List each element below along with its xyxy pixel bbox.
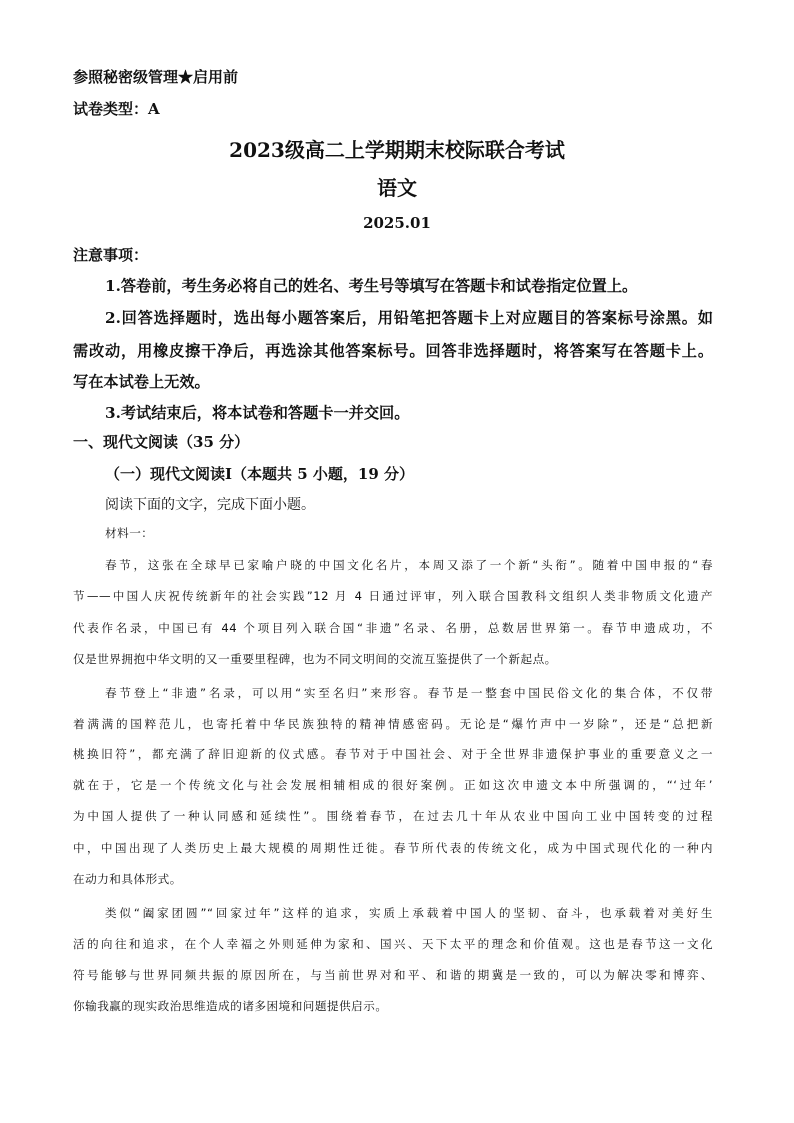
secret-level-label: 参照秘密级管理★启用前 (73, 68, 239, 86)
material-p2-line-6: 中，中国出现了人类历史上最大规模的周期性迁徙。春节所代表的传统文化，成为中国式现代化的一种内 (73, 841, 713, 855)
notice-item-1: 1.答卷前，考生务必将自己的姓名、考生号等填写在答题卡和试卷指定位置上。 (105, 277, 638, 295)
material-p2-line-4: 就在于，它是一个传统文化与社会发展相辅相成的很好案例。正如这次申遗文本中所强调的，“‘过年’ (73, 778, 713, 792)
subject-title: 语文 (377, 176, 417, 200)
material-label: 材料一： (105, 526, 154, 540)
material-p3-line-1: 类似“阖家团圆”“回家过年”这样的追求，实质上承载着中国人的坚韧、奋斗，也承载着对美好生 (105, 906, 713, 920)
exam-title: 2023级高二上学期期末校际联合考试 (229, 138, 565, 162)
notice-item-3: 3.考试结束后，将本试卷和答题卡一并交回。 (105, 404, 410, 422)
material-p1-line-3: 代表作名录，中国已有 44 个项目列入联合国“非遗”名录、名册，总数居世界第一。春节申遗成功，不 (73, 621, 713, 635)
notice-item-2-line-2: 需改动，用橡皮擦干净后，再选涂其他答案标号。回答非选择题时，将答案写在答题卡上。 (73, 342, 713, 360)
section-heading: 一、现代文阅读（35 分） (73, 433, 250, 451)
material-p3-line-4: 你输我赢的现实政治思维造成的诸多困境和问题提供启示。 (73, 999, 388, 1013)
paper-type-label: 试卷类型：A (73, 100, 160, 118)
material-p1-line-2: 节——中国人庆祝传统新年的社会实践”12 月 4 日通过评审，列入联合国教科文组织人类非物质文化遗产 (73, 589, 713, 603)
material-p2-line-2: 着满满的国粹范儿，也寄托着中华民族独特的精神情感密码。无论是“爆竹声中一岁除”，还是“总把新 (73, 717, 713, 731)
material-p1-line-4: 仅是世界拥抱中华文明的又一重要里程碑，也为不同文明间的交流互鉴提供了一个新起点。 (73, 652, 557, 666)
notice-heading: 注意事项： (73, 246, 149, 264)
material-p2-line-5: 为中国人提供了一种认同感和延续性”。围绕着春节，在过去几十年从农业中国向工业中国转变的过程 (73, 809, 713, 823)
material-p1-line-1: 春节，这张在全球早已家喻户晓的中国文化名片，本周又添了一个新“头衔”。随着中国申报的“春 (105, 558, 713, 572)
material-p3-line-2: 活的向往和追求，在个人幸福之外则延伸为家和、国兴、天下太平的理念和价值观。这也是春节这一文化 (73, 937, 713, 951)
notice-item-2-line-3: 写在本试卷上无效。 (73, 373, 210, 391)
material-p2-line-7: 在动力和具体形式。 (73, 872, 182, 886)
material-p2-line-1: 春节登上“非遗”名录，可以用“实至名归”来形容。春节是一整套中国民俗文化的集合体，不仅带 (105, 686, 713, 700)
reading-instruction: 阅读下面的文字，完成下面小题。 (105, 497, 315, 513)
notice-item-2-line-1: 2.回答选择题时，选出每小题答案后，用铅笔把答题卡上对应题目的答案标号涂黑。如 (105, 309, 713, 327)
material-p3-line-3: 符号能够与世界同频共振的原因所在，与当前世界对和平、和谐的期冀是一致的，可以为解决零和博弈、 (73, 968, 713, 982)
exam-date: 2025.01 (363, 214, 431, 232)
subsection-heading: （一）现代文阅读Ⅰ（本题共 5 小题，19 分） (105, 465, 414, 483)
material-p2-line-3: 桃换旧符”，都充满了辞旧迎新的仪式感。春节对于中国社会、对于全世界非遗保护事业的重要意义之一 (73, 747, 713, 761)
